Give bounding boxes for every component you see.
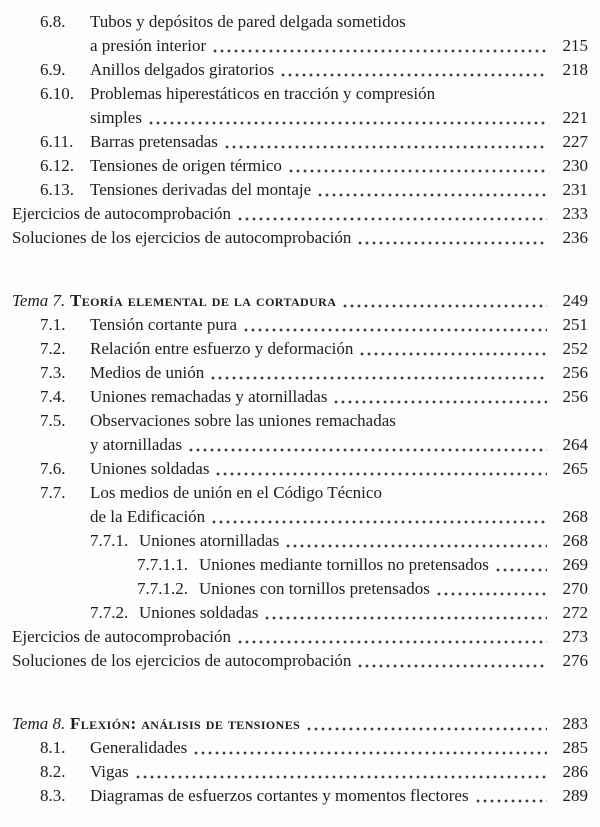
entry-page-number: 256 bbox=[562, 387, 588, 406]
entry-number: 7.5. bbox=[40, 411, 66, 430]
toc-entry bbox=[12, 130, 588, 154]
entry-title: Soluciones de los ejercicios de autocomprobación bbox=[12, 651, 352, 670]
dot-leader bbox=[358, 240, 547, 246]
toc-line bbox=[40, 106, 588, 130]
toc-line bbox=[40, 481, 588, 505]
dot-leader bbox=[496, 567, 547, 573]
toc-entry bbox=[12, 457, 588, 481]
toc-line bbox=[12, 202, 588, 226]
toc-line bbox=[40, 433, 588, 457]
toc-list bbox=[12, 10, 588, 808]
toc-entry bbox=[12, 409, 588, 457]
entry-number: 6.12. bbox=[40, 156, 74, 175]
toc-line bbox=[90, 529, 588, 553]
toc-line bbox=[40, 34, 588, 58]
entry-title: Medios de unión bbox=[90, 363, 205, 382]
toc-entry bbox=[12, 577, 588, 601]
toc-line bbox=[40, 82, 588, 106]
entry-title: Uniones mediante tornillos no pretensados bbox=[199, 555, 489, 574]
toc-entry bbox=[12, 649, 588, 673]
entry-page-number: 273 bbox=[562, 627, 588, 646]
entry-page-number: 227 bbox=[562, 132, 588, 151]
toc-entry bbox=[12, 361, 588, 385]
dot-leader bbox=[238, 639, 547, 645]
toc-entry bbox=[12, 481, 588, 529]
dot-leader bbox=[307, 726, 547, 732]
entry-title: Tensiones derivadas del montaje bbox=[90, 180, 312, 199]
entry-number: 8.3. bbox=[40, 786, 66, 805]
entry-title: simples bbox=[90, 108, 142, 127]
entry-number: 7.1. bbox=[40, 315, 66, 334]
dot-leader bbox=[216, 471, 547, 477]
entry-page-number: 276 bbox=[562, 651, 588, 670]
toc-line bbox=[40, 457, 588, 481]
entry-title: Tubos y depósitos de pared delgada sometidos bbox=[90, 12, 406, 31]
toc-entry bbox=[12, 82, 588, 130]
entry-number: 6.9. bbox=[40, 60, 66, 79]
entry-page-number: 286 bbox=[562, 762, 588, 781]
toc-line bbox=[40, 784, 588, 808]
entry-page-number: 283 bbox=[562, 714, 588, 733]
toc-entry bbox=[12, 178, 588, 202]
toc-line bbox=[90, 601, 588, 625]
entry-title: Uniones soldadas bbox=[139, 603, 259, 622]
entry-number: 7.3. bbox=[40, 363, 66, 382]
entry-number: 6.11. bbox=[40, 132, 74, 151]
entry-title: Soluciones de los ejercicios de autocomprobación bbox=[12, 228, 352, 247]
toc-line bbox=[40, 361, 588, 385]
entry-number: 7.7.2. bbox=[90, 603, 129, 622]
toc-entry bbox=[12, 385, 588, 409]
toc-entry bbox=[12, 10, 588, 58]
toc-line bbox=[137, 553, 588, 577]
entry-page-number: 230 bbox=[562, 156, 588, 175]
entry-title: Los medios de unión en el Código Técnico bbox=[90, 483, 382, 502]
entry-page-number: 270 bbox=[562, 579, 588, 598]
entry-title: Tensiones de origen térmico bbox=[90, 156, 282, 175]
dot-leader bbox=[281, 72, 547, 78]
dot-leader bbox=[437, 591, 547, 597]
dot-leader bbox=[343, 303, 547, 309]
toc-line bbox=[137, 577, 588, 601]
entry-number: 7.7. bbox=[40, 483, 66, 502]
toc-entry bbox=[12, 553, 588, 577]
toc-line bbox=[40, 409, 588, 433]
entry-number: 6.8. bbox=[40, 12, 66, 31]
toc-line bbox=[40, 760, 588, 784]
entry-title: Ejercicios de autocomprobación bbox=[12, 627, 232, 646]
entry-title: de la Edificación bbox=[90, 507, 206, 526]
entry-title: Ejercicios de autocomprobación bbox=[12, 204, 232, 223]
entry-page-number: 251 bbox=[562, 315, 588, 334]
entry-page-number: 268 bbox=[562, 507, 588, 526]
toc-line bbox=[40, 505, 588, 529]
entry-page-number: 249 bbox=[562, 291, 588, 310]
dot-leader bbox=[189, 447, 547, 453]
dot-leader bbox=[225, 144, 547, 150]
entry-number: 7.7.1.1. bbox=[137, 555, 188, 574]
entry-title: y atornilladas bbox=[90, 435, 183, 454]
entry-page-number: 218 bbox=[562, 60, 588, 79]
entry-title: Generalidades bbox=[90, 738, 188, 757]
entry-page-number: 215 bbox=[562, 36, 588, 55]
toc-line bbox=[40, 385, 588, 409]
entry-page-number: 264 bbox=[562, 435, 588, 454]
toc-entry bbox=[12, 784, 588, 808]
dot-leader bbox=[476, 798, 547, 804]
dot-leader bbox=[318, 192, 547, 198]
entry-page-number: 269 bbox=[562, 555, 588, 574]
dot-leader bbox=[265, 615, 547, 621]
entry-number: 7.6. bbox=[40, 459, 66, 478]
toc-entry bbox=[12, 58, 588, 82]
toc-entry bbox=[12, 337, 588, 361]
dot-leader bbox=[149, 120, 547, 126]
toc-entry bbox=[12, 601, 588, 625]
entry-page-number: 256 bbox=[562, 363, 588, 382]
chapter-label: Tema 7. bbox=[12, 291, 66, 310]
entry-number: 6.13. bbox=[40, 180, 74, 199]
entry-page-number: 231 bbox=[562, 180, 588, 199]
dot-leader bbox=[136, 774, 547, 780]
toc-entry bbox=[12, 154, 588, 178]
toc-line bbox=[40, 154, 588, 178]
entry-number: 7.7.1.2. bbox=[137, 579, 188, 598]
entry-title: Barras pretensadas bbox=[90, 132, 218, 151]
dot-leader bbox=[360, 351, 547, 357]
entry-title: Teoría elemental de la cortadura bbox=[70, 291, 337, 310]
entry-page-number: 265 bbox=[562, 459, 588, 478]
toc-entry bbox=[12, 313, 588, 337]
toc-chapter-entry bbox=[12, 289, 588, 313]
dot-leader bbox=[334, 399, 547, 405]
toc-line bbox=[12, 649, 588, 673]
toc-line bbox=[12, 712, 588, 736]
dot-leader bbox=[358, 663, 547, 669]
entry-title: Uniones atornilladas bbox=[139, 531, 280, 550]
toc-entry bbox=[12, 202, 588, 226]
entry-title: Relación entre esfuerzo y deformación bbox=[90, 339, 354, 358]
toc-line bbox=[40, 58, 588, 82]
entry-title: Vigas bbox=[90, 762, 129, 781]
entry-number: 7.7.1. bbox=[90, 531, 129, 550]
dot-leader bbox=[286, 543, 547, 549]
entry-page-number: 236 bbox=[562, 228, 588, 247]
toc-entry bbox=[12, 736, 588, 760]
dot-leader bbox=[289, 168, 547, 174]
toc-entry bbox=[12, 760, 588, 784]
toc-entry bbox=[12, 226, 588, 250]
dot-leader bbox=[212, 519, 547, 525]
entry-page-number: 268 bbox=[562, 531, 588, 550]
dot-leader bbox=[244, 327, 547, 333]
toc-line bbox=[12, 625, 588, 649]
toc-line bbox=[12, 226, 588, 250]
dot-leader bbox=[238, 216, 547, 222]
toc-line bbox=[40, 178, 588, 202]
toc-line bbox=[40, 10, 588, 34]
toc-line bbox=[40, 313, 588, 337]
entry-number: 8.2. bbox=[40, 762, 66, 781]
entry-title: Uniones remachadas y atornilladas bbox=[90, 387, 328, 406]
entry-title: Uniones con tornillos pretensados bbox=[199, 579, 430, 598]
entry-title: Observaciones sobre las uniones remachadas bbox=[90, 411, 396, 430]
entry-page-number: 221 bbox=[562, 108, 588, 127]
entry-page-number: 289 bbox=[562, 786, 588, 805]
entry-title: Tensión cortante pura bbox=[90, 315, 238, 334]
entry-number: 8.1. bbox=[40, 738, 66, 757]
entry-page-number: 272 bbox=[562, 603, 588, 622]
toc-line bbox=[40, 337, 588, 361]
entry-title: Diagramas de esfuerzos cortantes y momentos flectores bbox=[90, 786, 469, 805]
entry-number: 7.2. bbox=[40, 339, 66, 358]
dot-leader bbox=[194, 750, 547, 756]
entry-title: Flexión: análisis de tensiones bbox=[70, 714, 301, 733]
dot-leader bbox=[213, 48, 547, 54]
entry-title: a presión interior bbox=[90, 36, 207, 55]
entry-number: 7.4. bbox=[40, 387, 66, 406]
entry-page-number: 285 bbox=[562, 738, 588, 757]
dot-leader bbox=[211, 375, 547, 381]
entry-page-number: 252 bbox=[562, 339, 588, 358]
toc-line bbox=[12, 289, 588, 313]
entry-title: Uniones soldadas bbox=[90, 459, 210, 478]
entry-page-number: 233 bbox=[562, 204, 588, 223]
toc-line bbox=[40, 130, 588, 154]
chapter-label: Tema 8. bbox=[12, 714, 66, 733]
entry-number: 6.10. bbox=[40, 84, 74, 103]
entry-title: Anillos delgados giratorios bbox=[90, 60, 275, 79]
toc-entry bbox=[12, 529, 588, 553]
toc-line bbox=[40, 736, 588, 760]
toc-entry bbox=[12, 625, 588, 649]
entry-title: Problemas hiperestáticos en tracción y compresión bbox=[90, 84, 436, 103]
toc-chapter-entry bbox=[12, 712, 588, 736]
